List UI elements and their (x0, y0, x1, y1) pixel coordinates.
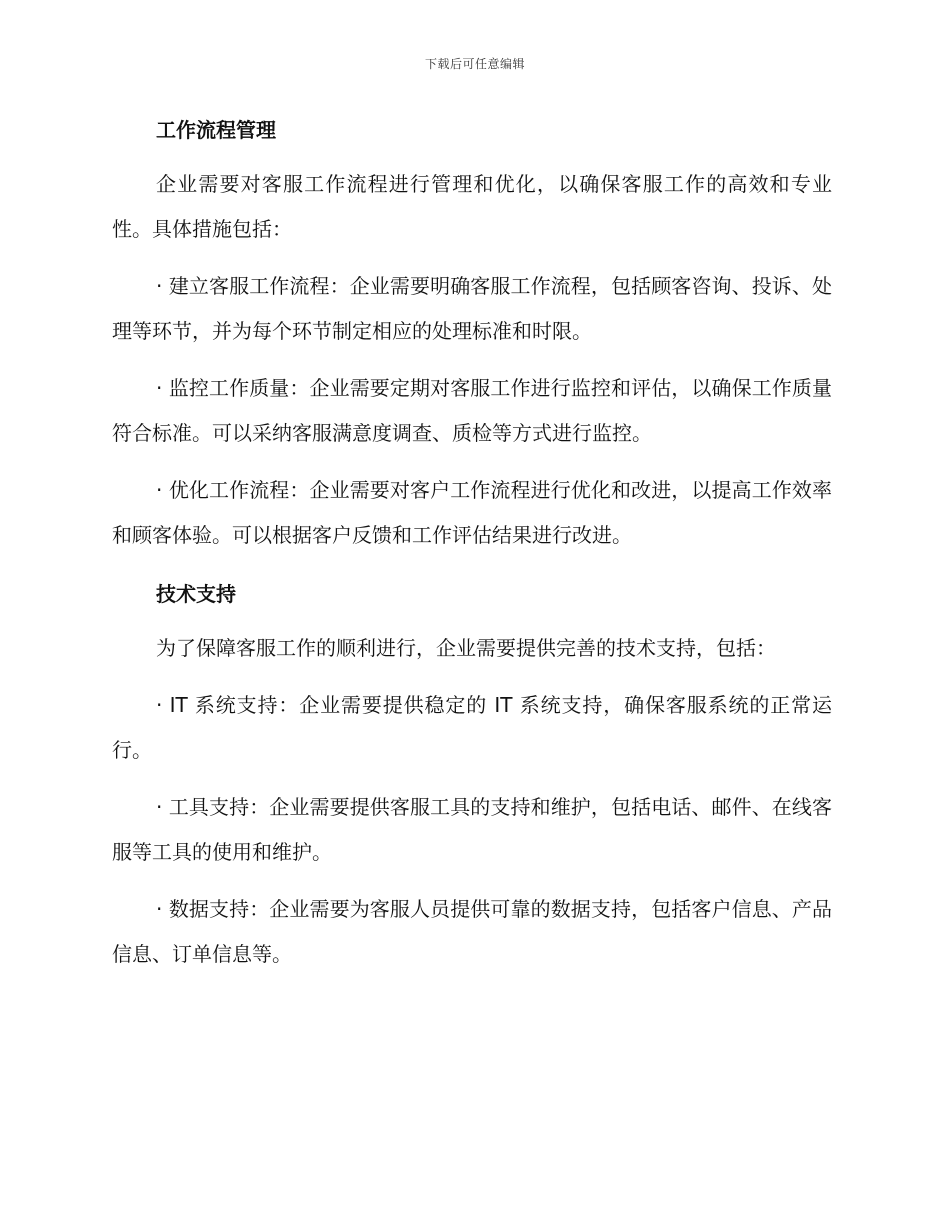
bullet-tech-3: · 数据支持：企业需要为客服人员提供可靠的数据支持，包括客户信息、产品信息、订单信息等。 (112, 897, 832, 966)
bullet-workflow-3: · 优化工作流程：企业需要对客户工作流程进行优化和改进，以提高工作效率和顾客体验。可以根据客户反馈和工作评估结果进行改进。 (112, 478, 832, 547)
paragraph-workflow-intro: 企业需要对客服工作流程进行管理和优化，以确保客服工作的高效和专业性。具体措施包括： (112, 172, 832, 241)
bullet-tech-2: · 工具支持：企业需要提供客服工具的支持和维护，包括电话、邮件、在线客服等工具的使用和维护。 (112, 795, 832, 864)
header-note: 下载后可任意编辑 (424, 57, 525, 71)
document-body (112, 112, 832, 977)
section-heading-workflow: 工作流程管理 (156, 118, 276, 142)
bullet-workflow-1: · 建立客服工作流程：企业需要明确客服工作流程，包括顾客咨询、投诉、处理等环节，并为每个环节制定相应的处理标准和时限。 (112, 274, 832, 343)
paragraph-tech-intro: 为了保障客服工作的顺利进行，企业需要提供完善的技术支持，包括： (156, 636, 776, 660)
bullet-tech-1: · IT 系统支持：企业需要提供稳定的 IT 系统支持，确保客服系统的正常运行。 (112, 693, 832, 762)
bullet-workflow-2: · 监控工作质量：企业需要定期对客服工作进行监控和评估，以确保工作质量符合标准。可以采纳客服满意度调查、质检等方式进行监控。 (112, 376, 832, 445)
section-heading-tech-support: 技术支持 (156, 582, 236, 606)
